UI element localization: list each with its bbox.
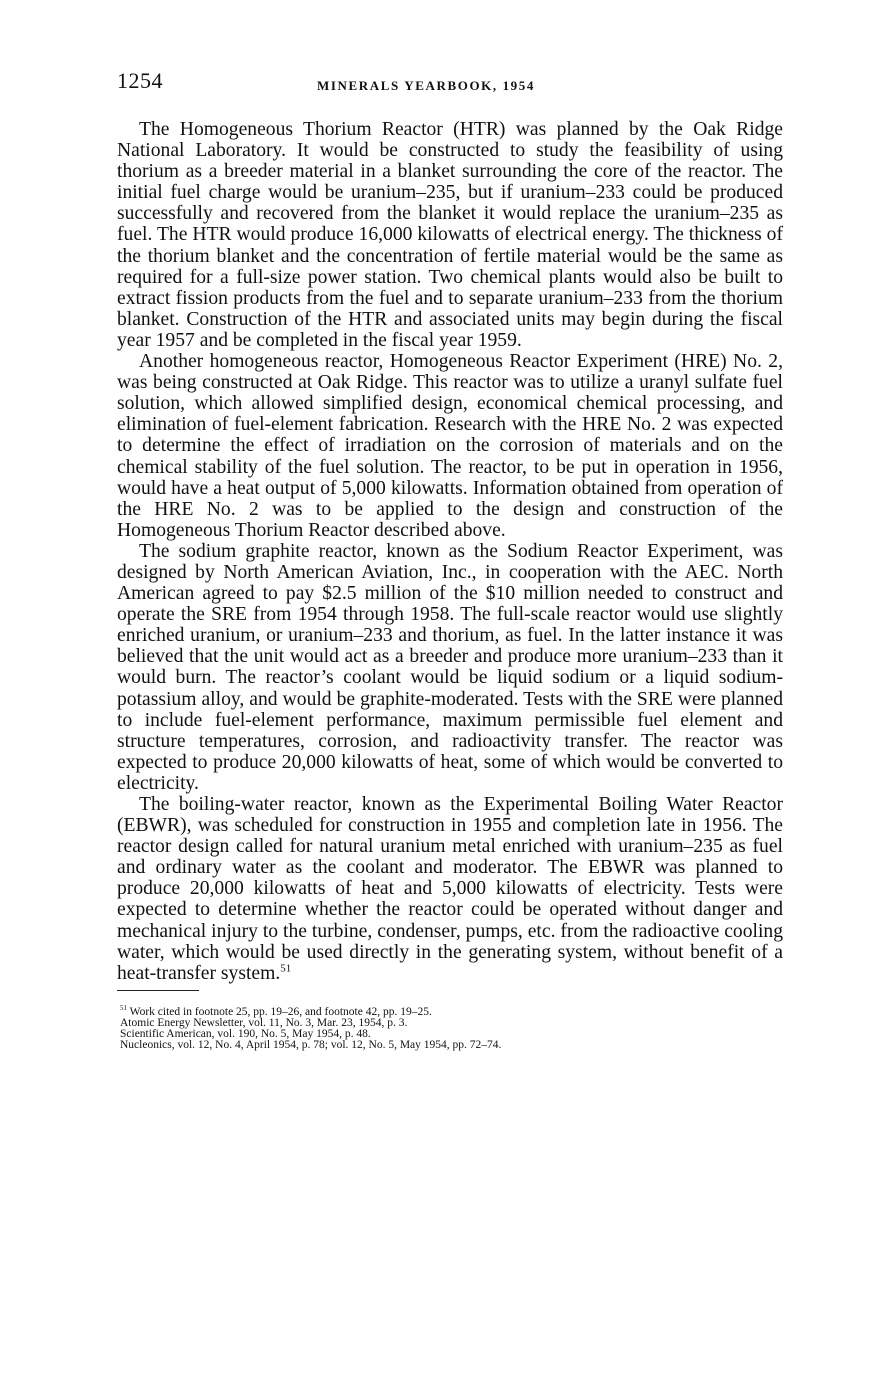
page: [117, 68, 783, 1052]
footnote-line: Atomic Energy Newsletter, vol. 11, No. 3, Mar. 23, 1954, p. 3.: [120, 1017, 408, 1030]
footnote-reference: 51: [280, 962, 292, 975]
page-number: 1254: [117, 68, 163, 93]
paragraph-ebwr-text: The boiling-water reactor, known as the Experimental Boiling Water Reactor (EBWR), was scheduled for construction in 1955 and completion late in 1956. The reactor design called for natural uranium metal enriched with uranium–235 as fuel and ordinary water as the coolant and moderator. The EBWR was planned to produce 20,000 kilowatts of heat and 5,000 kilowatts of electricity. Tests were expected to determine whether the reactor could be operated without danger and mechanical injury to the turbine, condenser, pumps, etc. from the radioactive cooling water, which would be used directly in the generating system, without benefit of a heat-transfer system.: [117, 794, 783, 984]
footnote-line: Nucleonics, vol. 12, No. 4, April 1954, p. 78; vol. 12, No. 5, May 1954, pp. 72–74.: [120, 1039, 502, 1052]
paragraph-htr: The Homogeneous Thorium Reactor (HTR) was planned by the Oak Ridge National Laboratory. It would be constructed to study the feasibility of using thorium as a breeder material in a blanket surrounding the core of the reactor. The initial fuel charge would be uranium–235, but if uranium–233 could be produced successfully and recovered from the blanket it would replace the uranium–235 as fuel. The HTR would produce 16,000 kilowatts of electrical energy. The thickness of the thorium blanket and the concentration of fertile material would be the same as required for a full-size power station. Two chemical plants would also be built to extract fission products from the fuel and to separate uranium–233 from the thorium blanket. Construction of the HTR and associated units may begin during the fiscal year 1957 and be completed in the fiscal year 1959.: [117, 119, 783, 351]
running-head: MINERALS YEARBOOK, 1954: [317, 78, 535, 93]
footnote-line: Scientific American, vol. 190, No. 5, May 1954, p. 48.: [120, 1028, 371, 1041]
footnotes: [117, 1004, 783, 1052]
footnote-rule: [117, 990, 199, 991]
paragraph-ebwr: [117, 794, 783, 984]
page-header: [117, 68, 783, 98]
paragraph-hre: Another homogeneous reactor, Homogeneous Reactor Experiment (HRE) No. 2, was being constructed at Oak Ridge. This reactor was to utilize a uranyl sulfate fuel solution, which allowed simplified design, economical chemical processing, and elimination of fuel-element fabrication. Research with the HRE No. 2 was expected to determine the effect of irradiation on the corrosion of materials and on the chemical stability of the fuel solution. The reactor, to be put in operation in 1956, would have a heat output of 5,000 kilowatts. Information obtained from operation of the HRE No. 2 was to be applied to the design and construction of the Homogeneous Thorium Reactor described above.: [117, 351, 783, 541]
paragraph-sre: The sodium graphite reactor, known as the Sodium Reactor Experiment, was designed by North American Aviation, Inc., in cooperation with the AEC. North American agreed to pay $2.5 million of the $10 million needed to construct and operate the SRE from 1954 through 1958. The full-scale reactor would use slightly enriched uranium, or uranium–233 and thorium, as fuel. In the latter instance it was believed that the unit would act as a breeder and produce more uranium–233 than it would burn. The reactor’s coolant would be liquid sodium or a liquid sodium-potassium alloy, and would be graphite-moderated. Tests with the SRE were planned to include fuel-element performance, maximum permissible fuel element and structure temperatures, corrosion, and radioactivity transfer. The reactor was expected to produce 20,000 kilowatts of heat, some of which would be converted to electricity.: [117, 540, 783, 794]
footnote-marker: 51: [120, 1004, 127, 1013]
footnote-text: Work cited in footnote 25, pp. 19–26, and footnote 42, pp. 19–25.: [129, 1005, 432, 1018]
body-text: [117, 119, 783, 984]
